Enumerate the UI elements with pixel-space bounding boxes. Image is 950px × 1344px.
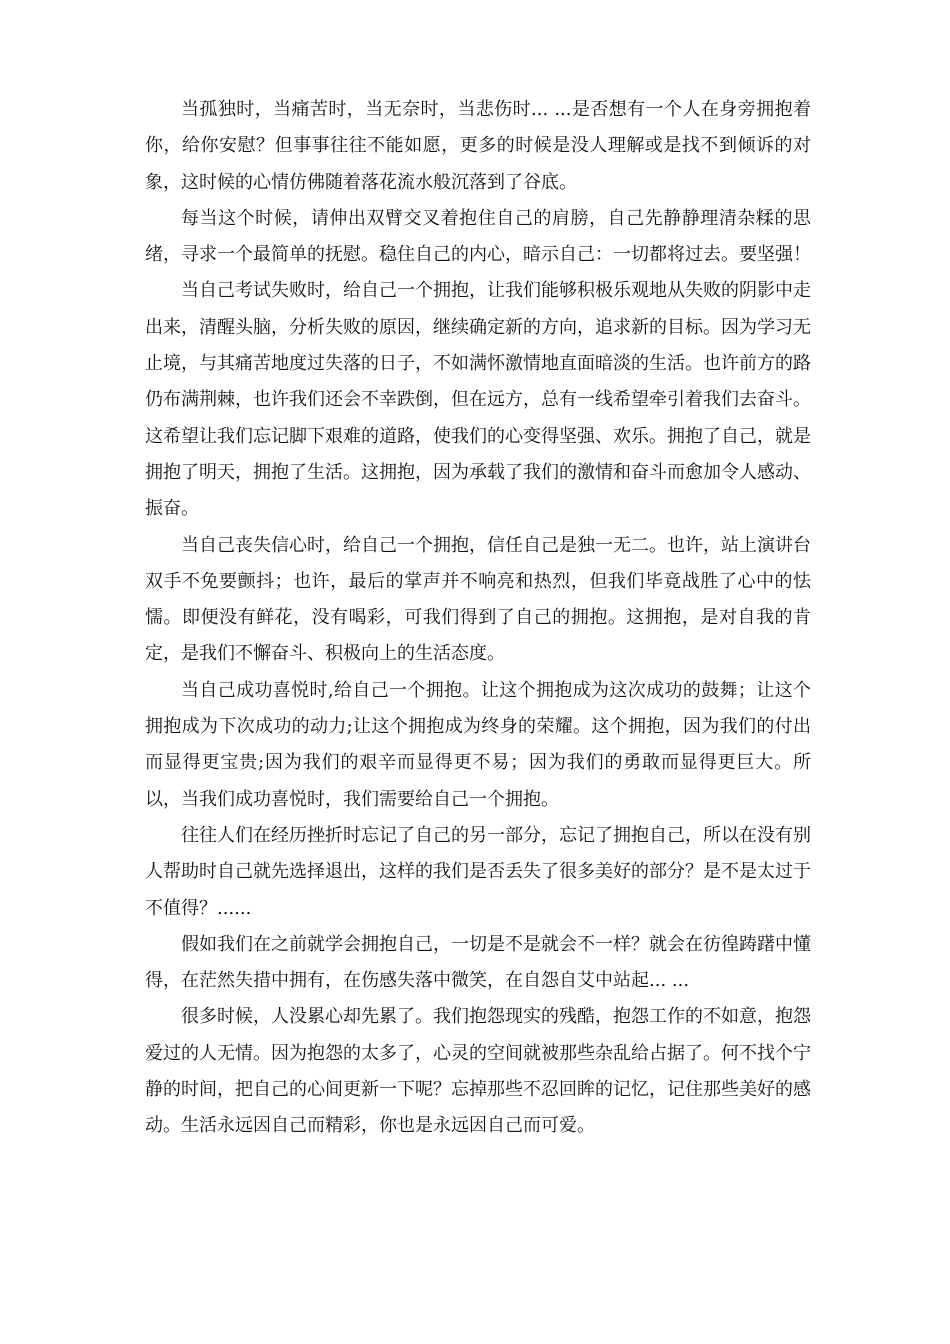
paragraph: 往往人们在经历挫折时忘记了自己的另一部分，忘记了拥抱自己，所以在没有别人帮助时自己就先选择退出，这样的我们是否丢失了很多美好的部分？是不是太过于不值得？...... [145,824,811,919]
paragraph: 当自己成功喜悦时,给自己一个拥抱。让这个拥抱成为这次成功的鼓舞；让这个拥抱成为下次成功的动力;让这个拥抱成为终身的荣耀。这个拥抱，因为我们的付出而显得更宝贵;因为我们的艰辛而显得更不易；因为我们的勇敢而显得更巨大。所以，当我们成功喜悦时，我们需要给自己一个拥抱。 [145,679,811,810]
paragraph: 每当这个时候，请伸出双臂交叉着抱住自己的肩膀，自己先静静理清杂糅的思绪，寻求一个最简单的抚慰。稳住自己的内心，暗示自己：一切都将过去。要坚强！ [145,207,811,266]
paragraph: 当自己丧失信心时，给自己一个拥抱，信任自己是独一无二。也许，站上演讲台双手不免要颤抖；也许，最后的掌声并不响亮和热烈，但我们毕竟战胜了心中的怯懦。即便没有鲜花，没有喝彩，可我们得到了自己的拥抱。这拥抱，是对自我的肯定，是我们不懈奋斗、积极向上的生活态度。 [145,534,811,665]
document-body [145,92,811,1145]
paragraph: 很多时候，人没累心却先累了。我们抱怨现实的残酷，抱怨工作的不如意，抱怨爱过的人无情。因为抱怨的太多了，心灵的空间就被那些杂乱给占据了。何不找个宁静的时间，把自己的心间更新一下呢？忘掉那些不忍回眸的记忆，记住那些美好的感动。生活永远因自己而精彩，你也是永远因自己而可爱。 [145,1006,811,1137]
paragraph: 当孤独时，当痛苦时，当无奈时，当悲伤时... ...是否想有一个人在身旁拥抱着你，给你安慰？但事事往往不能如愿，更多的时候是没人理解或是找不到倾诉的对象，这时候的心情仿佛随着落花流水般沉落到了谷底。 [145,99,811,193]
paragraph: 假如我们在之前就学会拥抱自己，一切是不是就会不一样？就会在彷徨踌躇中懂得，在茫然失措中拥有，在伤感失落中微笑，在自怨自艾中站起... ... [145,933,811,992]
paragraph: 当自己考试失败时，给自己一个拥抱，让我们能够积极乐观地从失败的阴影中走出来，清醒头脑，分析失败的原因，继续确定新的方向，追求新的目标。因为学习无止境，与其痛苦地度过失落的日子，不如满怀激情地直面暗淡的生活。也许前方的路仍布满荆棘，也许我们还会不幸跌倒，但在远方，总有一线希望牵引着我们去奋斗。这希望让我们忘记脚下艰难的道路，使我们的心变得坚强、欢乐。拥抱了自己，就是拥抱了明天，拥抱了生活。这拥抱，因为承载了我们的激情和奋斗而愈加令人感动、振奋。 [145,280,811,520]
